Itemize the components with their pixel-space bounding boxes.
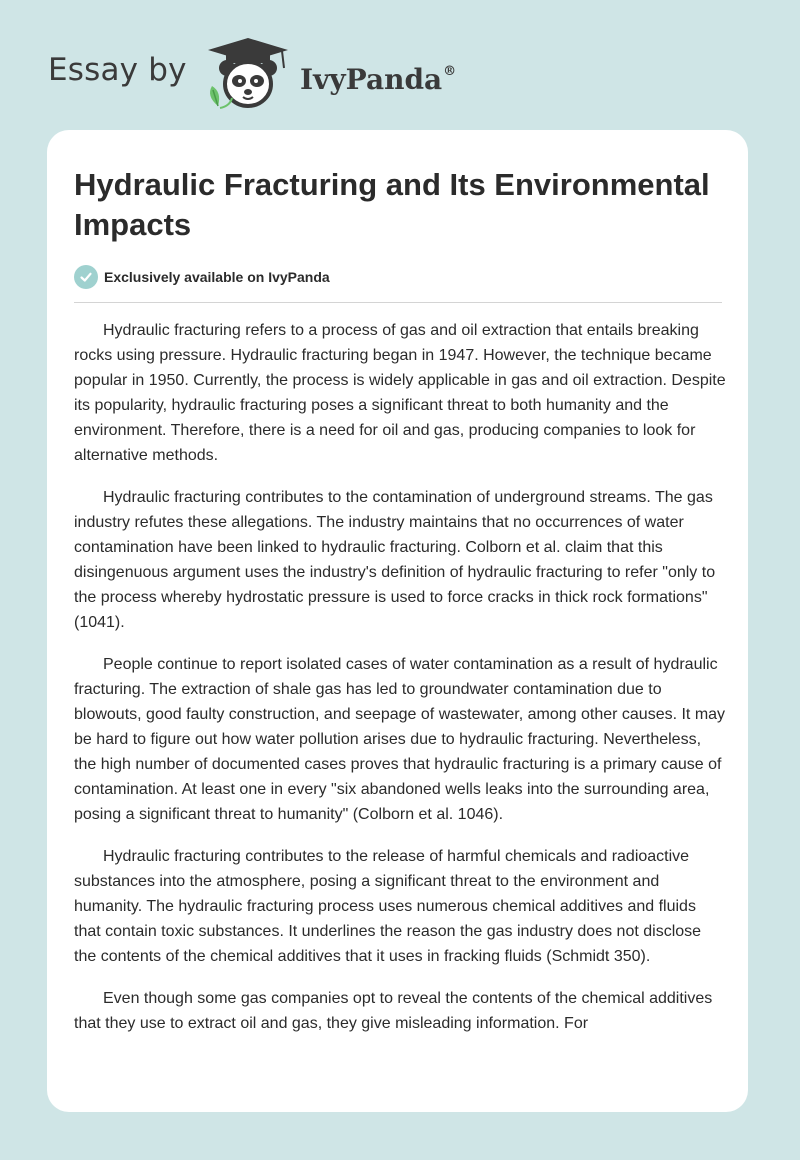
paragraph: People continue to report isolated cases of water contamination as a result of hydraulic fracturing. The extraction of shale gas has led to groundwater contamination due to blowouts, good faulty construction, and seepage of wastewater, among other causes. It may be hard to figure out how water pollution arises due to hydraulic fracturing. Nevertheless, the high number of documented cases proves that hydraulic fracturing is a primary cause of contamination. At least one in every "six abandoned wells leaks into the surrounding area, posing a significant threat to humanity" (Colborn et al. 1046). — [74, 656, 726, 823]
essay-title: Hydraulic Fracturing and Its Environmental Impacts — [74, 167, 710, 242]
essay-card — [47, 130, 748, 1112]
paragraph: Hydraulic fracturing contributes to the release of harmful chemicals and radioactive substances into the atmosphere, posing a significant threat to the environment and humanity. The hydraulic fracturing process uses numerous chemical additives and fluids that contain toxic substances. It underlines the reason the gas industry does not disclose the contents of the chemical additives that it uses in fracking fluids (Schmidt 350). — [74, 848, 702, 965]
title-divider — [74, 302, 722, 303]
exclusive-badge — [74, 264, 330, 290]
check-circle-icon — [74, 265, 98, 289]
exclusive-badge-text: Exclusively available on IvyPanda — [104, 269, 330, 285]
paragraph: Even though some gas companies opt to reveal the contents of the chemical additives that they use to extract oil and gas, they give misleading information. For — [74, 990, 713, 1032]
essay-by-label: Essay by — [48, 52, 187, 88]
brand-name[interactable] — [300, 52, 456, 100]
trademark-symbol: ® — [443, 64, 457, 79]
paragraph: Hydraulic fracturing contributes to the contamination of underground streams. The gas industry refutes these allegations. The industry maintains that no occurrences of water contamination have been linked to hydraulic fracturing. Colborn et al. claim that this disingenuous argument uses the industry's definition of hydraulic fracturing to refer "only to the process whereby hydrostatic pressure is used to force cracks in thick rock formations" (1041). — [74, 489, 716, 631]
brand-text: IvyPanda — [300, 63, 443, 96]
paragraph: Hydraulic fracturing refers to a process of gas and oil extraction that entails breaking rocks using pressure. Hydraulic fracturing began in 1947. However, the technique became popular in 1950. Currently, the process is widely applicable in gas and oil extraction. Despite its popularity, hydraulic fracturing poses a significant threat to both humanity and the environment. Therefore, there is a need for oil and gas, producing companies to look for alternative methods. — [74, 322, 726, 464]
panda-graduate-logo-icon[interactable] — [198, 34, 294, 112]
site-header — [0, 0, 800, 125]
essay-body — [74, 318, 726, 1053]
